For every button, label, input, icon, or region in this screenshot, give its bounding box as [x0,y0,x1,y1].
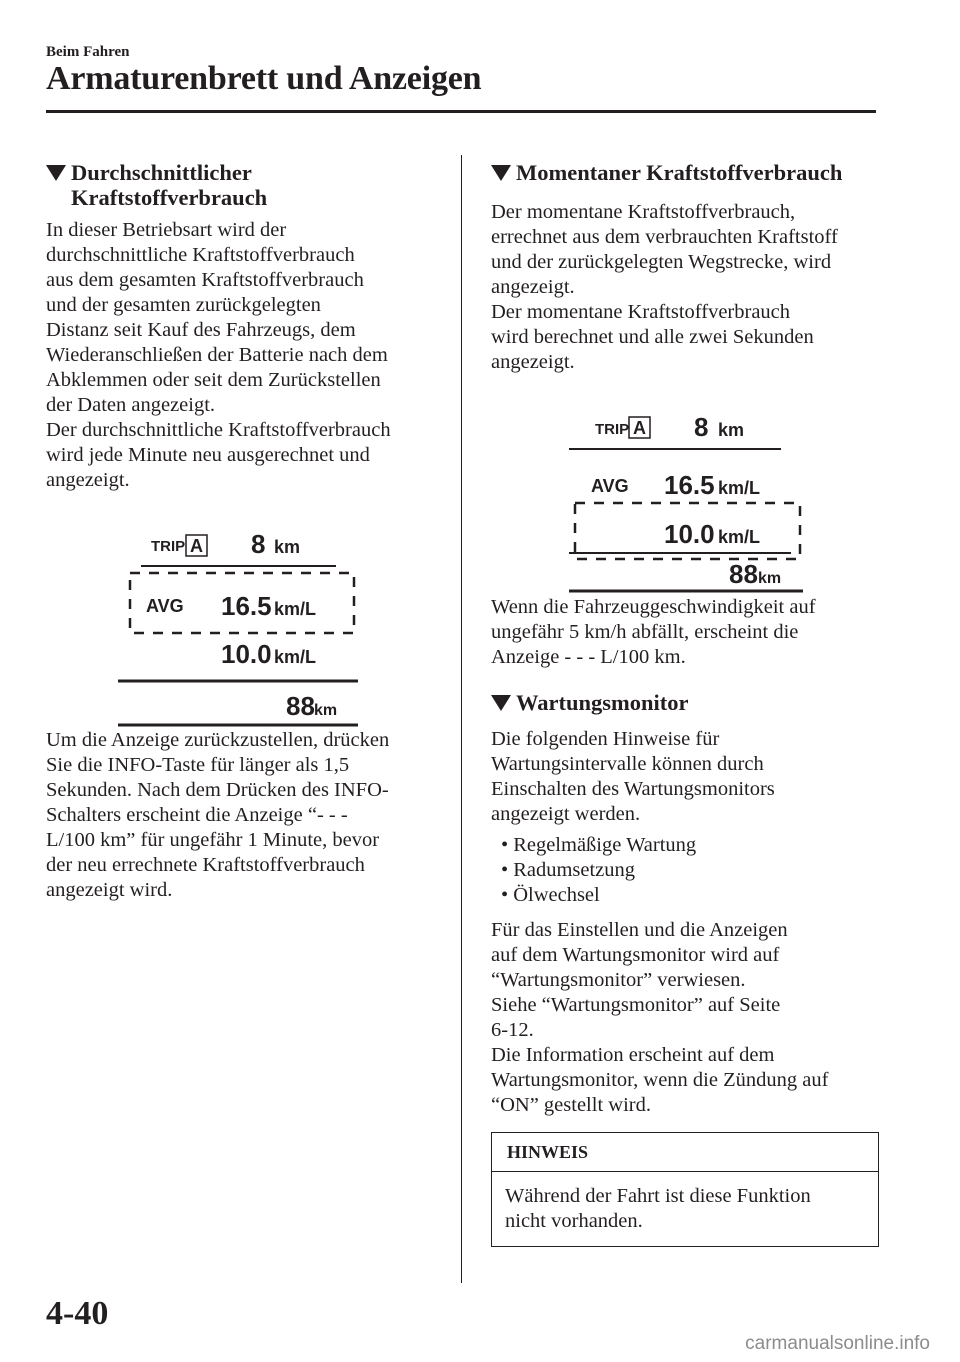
page-title: Armaturenbrett und Anzeigen [46,60,482,97]
figure-current-display [491,401,877,611]
heading-text: Wartungsmonitor [516,690,689,715]
odo-value: 88 [729,559,758,589]
odo-unit: km [758,570,782,587]
list-item: • Ölwechsel [501,883,877,908]
odo-unit: km [314,702,338,719]
header-rule [46,110,876,113]
current-unit: km/L [274,647,317,667]
note-body [492,1172,878,1246]
avg-value: 16.5 [664,470,715,500]
section-heading-average-consumption [46,160,438,210]
display-illustration [46,518,438,728]
current-value: 10.0 [221,639,272,669]
maintenance-list [501,833,877,908]
note-title: HINWEIS [492,1133,878,1172]
paragraph-current-description: Der momentane Kraftstoffverbrauch, errechnet aus dem verbrauchten Kraftstoff und der zurückgelegten Wegstrecke, wird angezeigt. Der momentane Kraftstoffverbrauch wird berechnet und alle zwei Sekunden angezeigt. [491,201,838,373]
trip-value: 8 [251,529,266,559]
odo-value: 88 [286,691,315,721]
note-box [491,1132,879,1247]
trip-unit: km [718,420,745,440]
triangle-bullet-icon [491,695,511,711]
triangle-bullet-icon [46,165,66,181]
note-text: Während der Fahrt ist diese Funktion nicht vorhanden. [505,1185,811,1232]
trip-label: TRIP [595,421,630,438]
heading-text: Durchschnittlicher Kraftstoffverbrauch [71,160,268,210]
avg-value: 16.5 [221,591,272,621]
left-column [46,160,438,903]
triangle-bullet-icon [491,165,511,181]
avg-unit: km/L [274,599,317,619]
current-unit: km/L [718,527,761,547]
paragraph-average-description: In dieser Betriebsart wird der durchschnittliche Kraftstoffverbrauch aus dem gesamten Kraftstoffverbrauch und der gesamten zurückgelegten Distanz seit Kauf des Fahrzeugs, dem Wiederanschließen der Batterie nach dem Abklemmen oder seit dem Zurückstellen der Daten angezeigt. Der durchschnittliche Kraftstoffverbrauch wird jede Minute neu ausgerechnet und angezeigt. [46,219,391,491]
list-item: • Radumsetzung [501,858,877,883]
column-divider [461,155,462,1283]
paragraph-reset-instructions: Um die Anzeige zurückzustellen, drücken Sie die INFO-Taste für länger als 1,5 Sekunden. Nach dem Drücken des INFO- Schalters erscheint die Anzeige “- - - L/100 km” für ungefähr 1 Minute, bevor der neu errechnete Kraftstoffverbrauch angezeigt wird. [46,729,390,901]
page-number: 4-40 [46,1295,109,1332]
avg-unit: km/L [718,478,761,498]
section-heading-current-consumption [491,160,877,185]
section-label: Beim Fahren [46,44,130,60]
display-illustration [491,401,877,611]
heading-text: Momentaner Kraftstoffverbrauch [516,160,843,185]
current-value: 10.0 [664,519,715,549]
list-item: • Regelmäßige Wartung [501,833,877,858]
trip-unit: km [274,537,301,557]
avg-label: AVG [146,596,184,616]
trip-value: 8 [694,412,709,442]
trip-letter: A [190,536,203,556]
figure-average-display [46,518,438,728]
paragraph-speed-note: Wenn die Fahrzeuggeschwindigkeit auf ungefähr 5 km/h abfällt, erscheint die Anzeige - - - L/100 km. [491,596,816,668]
trip-letter: A [633,418,646,438]
paragraph-maintenance-intro: Die folgenden Hinweise für Wartungsintervalle können durch Einschalten des Wartungsmonitors angezeigt werden. [491,728,775,825]
watermark: carmanualsonline.info [745,1333,930,1354]
paragraph-maintenance-reference: Für das Einstellen und die Anzeigen auf dem Wartungsmonitor wird auf “Wartungsmonitor” verwiesen. Siehe “Wartungsmonitor” auf Seite 6-12. Die Information erscheint auf dem Wartungsmonitor, wenn die Zündung auf “ON” gestellt wird. [491,919,829,1116]
section-heading-maintenance-monitor [491,690,877,715]
trip-label: TRIP [151,538,186,555]
avg-label: AVG [591,476,629,496]
right-column [491,160,877,1247]
